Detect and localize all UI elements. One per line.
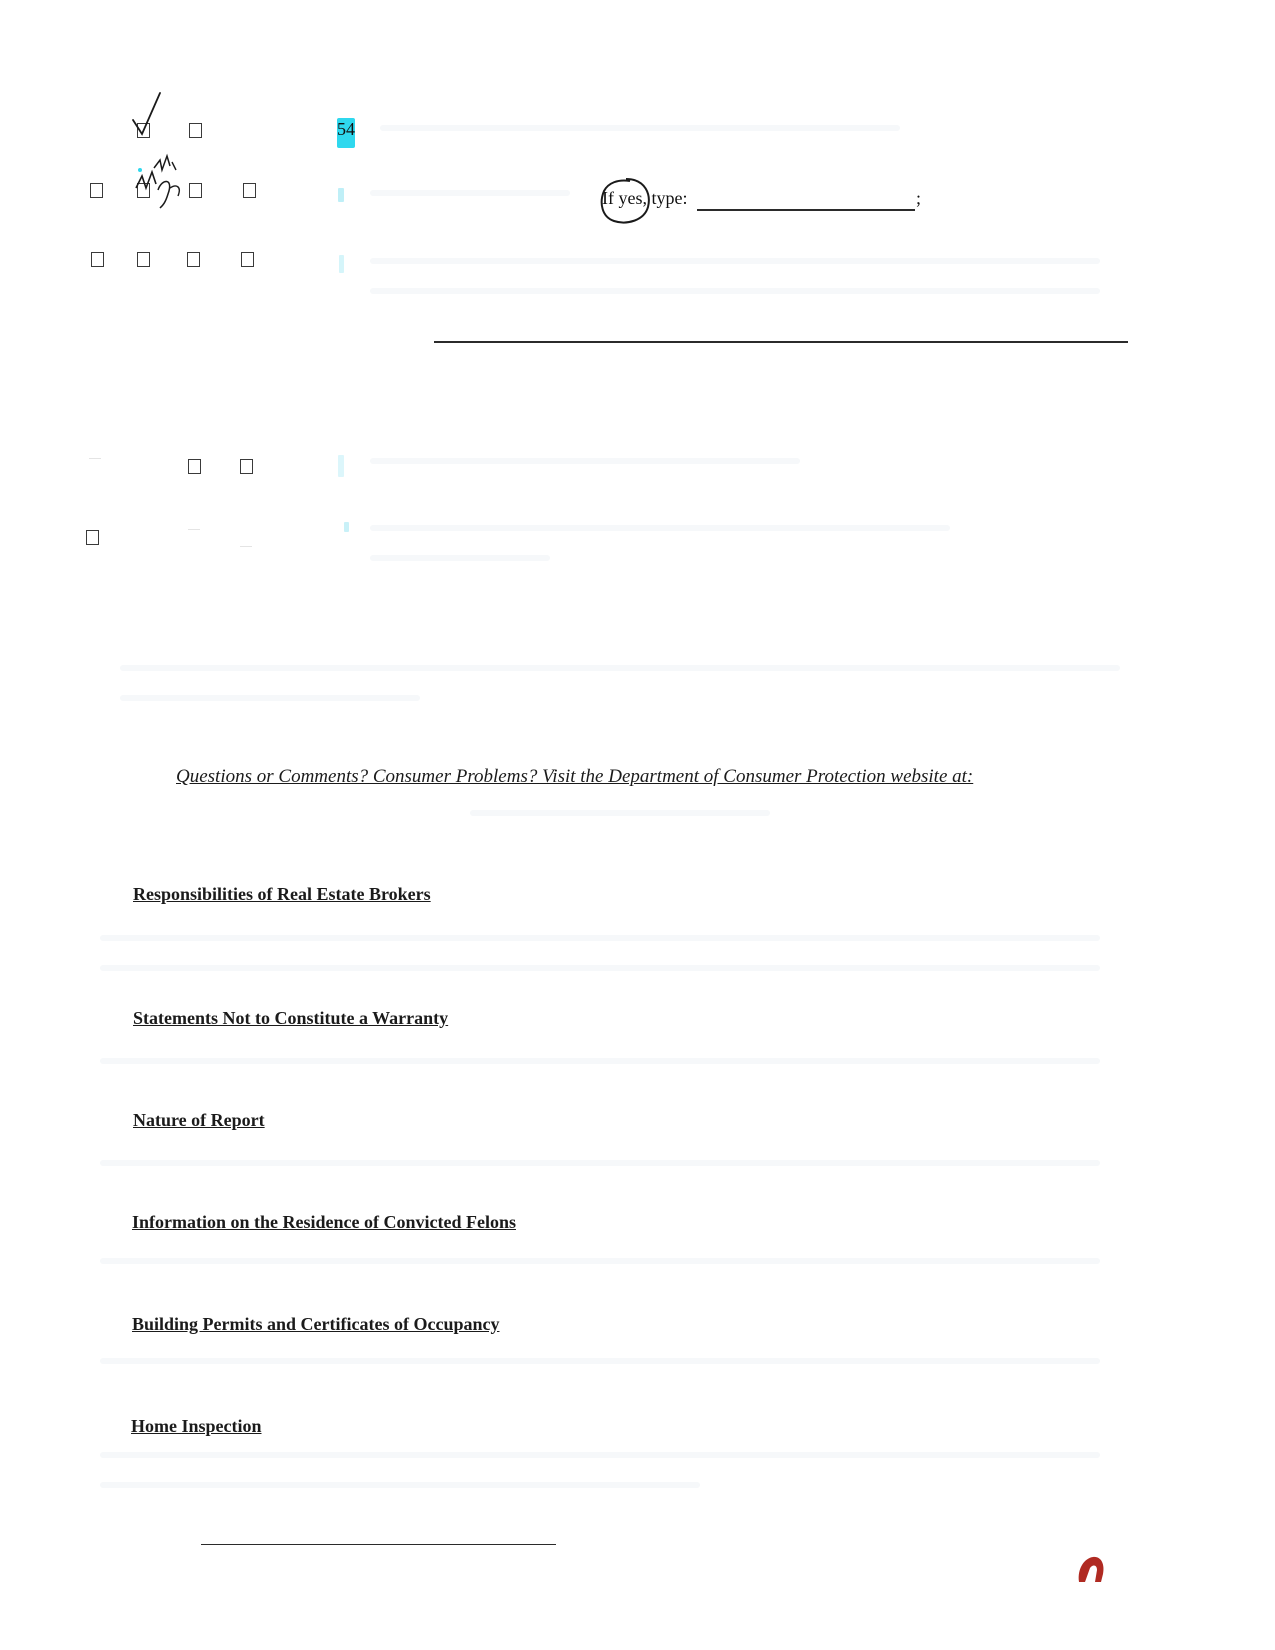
row2-checkbox-1[interactable] xyxy=(90,183,103,198)
faint-checkbox-mark xyxy=(89,458,101,459)
handwritten-initials-icon xyxy=(132,148,197,213)
row3-checkbox-3[interactable] xyxy=(187,252,200,267)
logo-icon xyxy=(1075,1554,1107,1586)
heading-nature-of-report: Nature of Report xyxy=(133,1110,265,1130)
row3-checkbox-1[interactable] xyxy=(91,252,104,267)
if-yes-type-field[interactable] xyxy=(697,209,915,211)
faint-text-trace xyxy=(100,935,1100,941)
faint-checkbox-mark xyxy=(240,546,252,547)
faint-text-trace xyxy=(370,555,550,561)
faint-text-trace xyxy=(100,1058,1100,1064)
heading-responsibilities-brokers: Responsibilities of Real Estate Brokers xyxy=(133,884,431,904)
faint-highlight-mark xyxy=(344,522,349,532)
faint-text-trace xyxy=(470,810,770,816)
question-number: 54 xyxy=(337,119,355,139)
faint-highlight-mark xyxy=(338,455,344,477)
row3-checkbox-2[interactable] xyxy=(137,252,150,267)
faint-text-trace xyxy=(100,965,1100,971)
row3-checkbox-4[interactable] xyxy=(241,252,254,267)
if-yes-terminator: ; xyxy=(916,188,922,208)
faint-highlight-mark xyxy=(339,255,344,273)
heading-home-inspection: Home Inspection xyxy=(131,1416,262,1436)
faint-highlight-mark xyxy=(338,188,344,202)
faint-text-trace xyxy=(120,695,420,701)
checkmark-icon xyxy=(130,90,170,140)
explanation-answer-line[interactable] xyxy=(434,341,1128,343)
faint-text-trace xyxy=(370,288,1100,294)
row4-checkbox-4[interactable] xyxy=(240,459,253,474)
heading-building-permits: Building Permits and Certificates of Occupancy xyxy=(132,1314,500,1334)
if-yes-label: If yes, type: xyxy=(602,188,688,208)
faint-text-trace xyxy=(100,1258,1100,1264)
faint-checkbox-mark xyxy=(188,529,200,530)
circle-annotation-icon xyxy=(596,175,654,227)
faint-text-trace xyxy=(100,1452,1100,1458)
row1-no-checkbox[interactable] xyxy=(189,123,202,138)
faint-text-trace xyxy=(370,190,570,196)
faint-text-trace xyxy=(370,258,1100,264)
consumer-protection-note: Questions or Comments? Consumer Problems? Visit the Department of Consumer Protection website at: xyxy=(176,766,974,787)
heading-convicted-felons: Information on the Residence of Convicted Felons xyxy=(132,1212,516,1232)
row5-checkbox-1[interactable] xyxy=(86,530,99,545)
faint-text-trace xyxy=(370,458,800,464)
row2-checkbox-4[interactable] xyxy=(243,183,256,198)
row4-checkbox-3[interactable] xyxy=(188,459,201,474)
faint-text-trace xyxy=(380,125,900,131)
faint-text-trace xyxy=(370,525,950,531)
faint-text-trace xyxy=(100,1482,700,1488)
faint-text-trace xyxy=(120,665,1120,671)
footnote-line xyxy=(201,1544,556,1545)
faint-text-trace xyxy=(100,1160,1100,1166)
faint-text-trace xyxy=(100,1358,1100,1364)
heading-statements-not-warranty: Statements Not to Constitute a Warranty xyxy=(133,1008,449,1028)
